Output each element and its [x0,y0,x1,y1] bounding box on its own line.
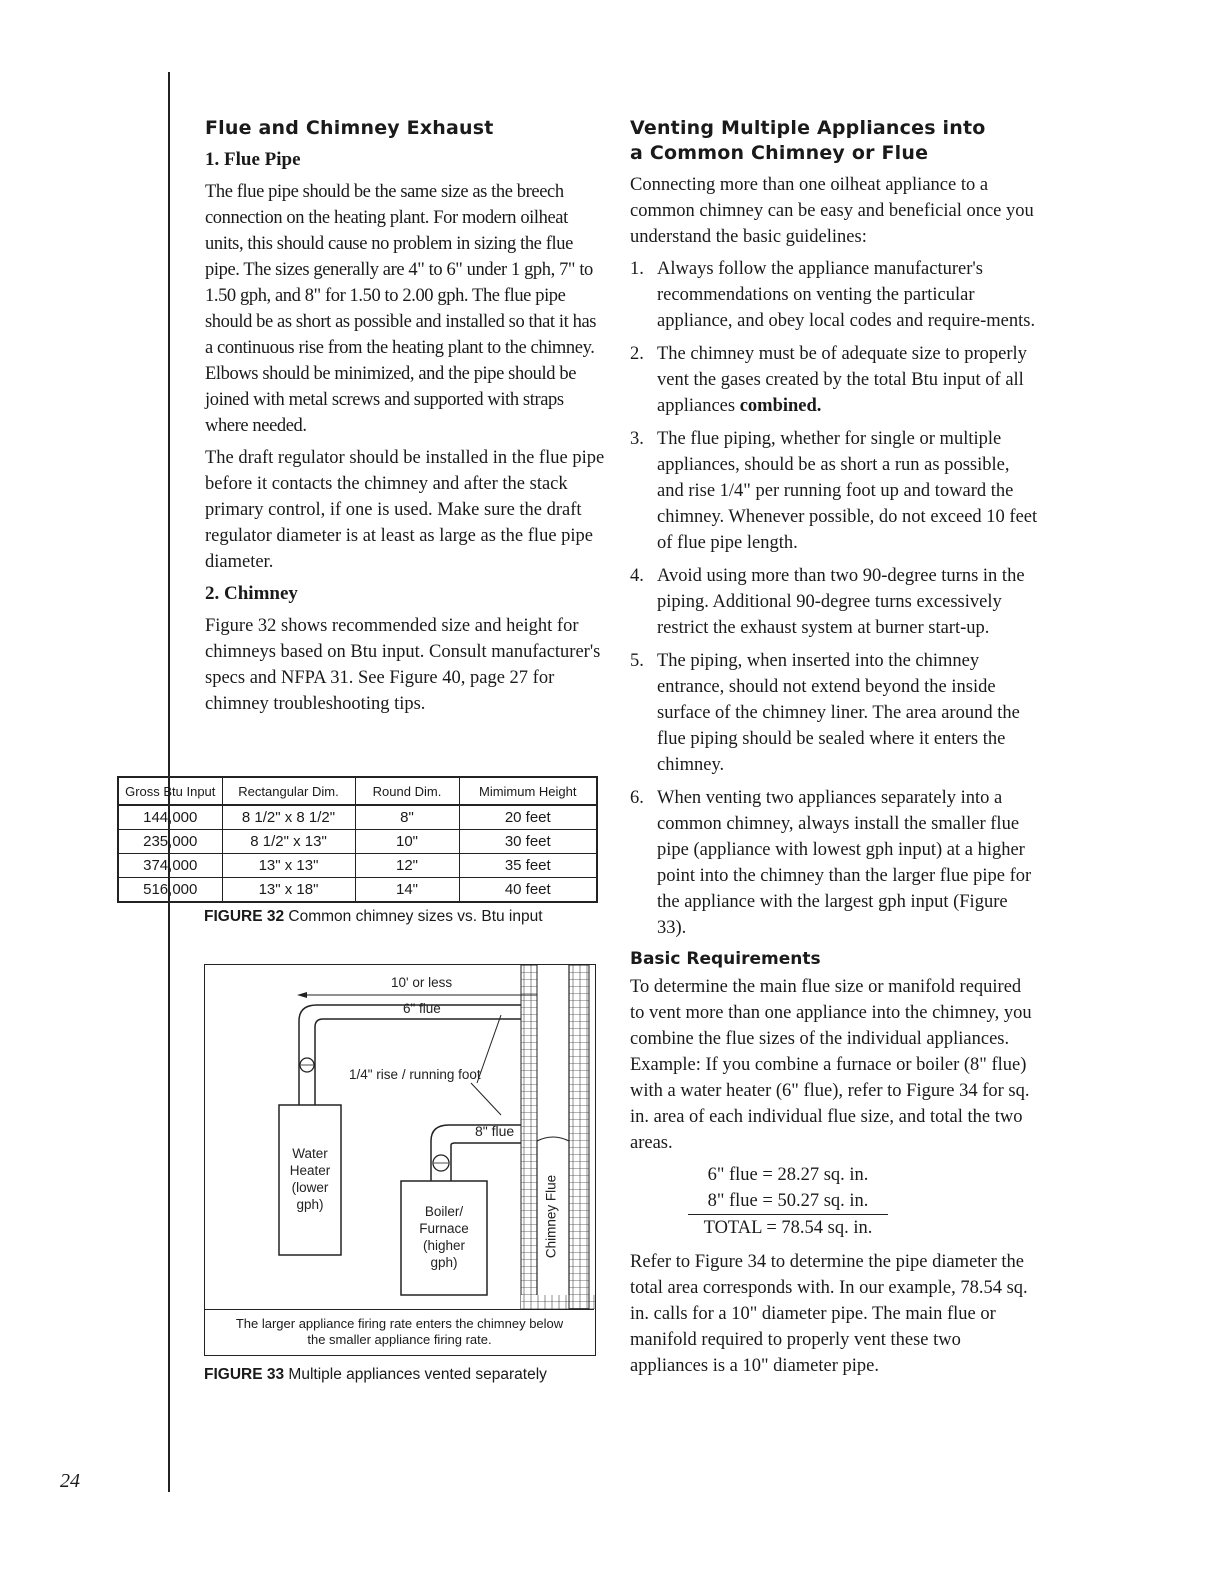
table-row [118,854,597,878]
chimney-wall-right [521,965,537,1309]
list-item [630,785,1040,941]
paragraph-intro: Connecting more than one oilheat appliance to a common chimney can be easy and beneficial once you understand the basic guidelines: [630,175,1034,247]
table-cell: 20 feet [459,805,597,830]
table-cell: 35 feet [459,854,597,878]
figure-32-text: Common chimney sizes vs. Btu input [288,908,543,925]
note-line: The larger appliance firing rate enters the chimney below [235,1316,564,1331]
label-rise-per-foot: 1/4" rise / running foot [349,1067,481,1082]
table-cell: 144,000 [118,805,222,830]
column-header: Mimimum Height [459,777,597,805]
label-ten-feet: 10' or less [391,975,453,990]
section-title-flue: Flue and Chimney Exhaust [205,117,494,139]
list-text: The piping, when inserted into the chimney entrance, should not extend beyond the inside surface of the chimney liner. The area around the flue piping should be sealed where it enters the chimney. [657,651,1020,775]
column-header: Rectangular Dim. [222,777,355,805]
label-water-heater [279,1145,341,1213]
list-number: 1. [630,259,644,279]
table-cell: 8" [355,805,459,830]
list-text: Avoid using more than two 90-degree turns in the piping. Additional 90-degree turns excessively restrict the exhaust system at burner start-up. [657,566,1025,638]
area-calculation [688,1162,888,1241]
list-number: 4. [630,566,644,586]
subheading-basic-requirements: Basic Requirements [630,949,821,969]
list-number: 6. [630,788,644,808]
table-cell: 235,000 [118,830,222,854]
water-heater-line: gph) [296,1197,324,1212]
list-number: 3. [630,429,644,449]
water-heater-line: Water [292,1146,328,1161]
list-item [630,563,1040,641]
table-header-row [118,777,597,805]
figure-32-label: FIGURE 32 [204,908,285,925]
table-cell: 13" x 18" [222,878,355,903]
column-header: Gross Btu Input [118,777,222,805]
right-column [630,116,1040,1385]
calc-line: 8" flue = 50.27 sq. in. [688,1188,888,1215]
water-heater-line: Heater [289,1163,331,1178]
table-cell: 8 1/2" x 8 1/2" [222,805,355,830]
list-item [630,426,1040,556]
guideline-list [630,256,1040,941]
figure-33-diagram [204,964,596,1356]
list-text: When venting two appliances separately into a common chimney, always install the smaller flue pipe (appliance with lowest gph input) at a higher point into the chimney than the larger flue pipe for the appliance with the largest gph input (Figure 33). [657,788,1032,938]
title-line: a Common Chimney or Flue [630,142,929,164]
left-column [205,116,605,723]
venting-diagram [205,965,597,1357]
table-cell: 14" [355,878,459,903]
paragraph-chimney: Figure 32 shows recommended size and height for chimneys based on Btu input. Consult manufacturer's specs and NFPA 31. See Figure 40, page 27 for chimney troubleshooting tips. [205,616,601,714]
table-cell: 374,000 [118,854,222,878]
label-boiler-furnace [401,1203,487,1271]
boiler-line: Furnace [419,1221,469,1236]
title-line: Venting Multiple Appliances into [630,117,986,139]
chimney-wall-outer [569,965,589,1309]
subheading-chimney: 2. Chimney [205,583,298,604]
boiler-line: (higher [422,1238,466,1253]
list-bold-word: combined. [739,396,822,416]
list-number: 2. [630,344,644,364]
list-item [630,256,1040,334]
table-row [118,805,597,830]
table-cell: 30 feet [459,830,597,854]
figure-33-label: FIGURE 33 [204,1366,285,1383]
table-cell: 40 feet [459,878,597,903]
paragraph-draft-regulator: The draft regulator should be installed in the flue pipe before it contacts the chimney and after the stack primary control, if one is used. Make sure the draft regulator diameter is at least as large as the flue pipe diameter. [205,448,605,572]
list-item [630,341,1040,419]
list-text: The chimney must be of adequate size to properly vent the gases created by the total Btu input of all appliances [657,344,1027,416]
subheading-flue-pipe: 1. Flue Pipe [205,149,301,170]
table-row [118,830,597,854]
note-line: the smaller appliance firing rate. [307,1332,492,1347]
table-cell: 8 1/2" x 13" [222,830,355,854]
paragraph-basic-requirements: To determine the main flue size or manifold required to vent more than one appliance into the chimney, you combine the flue sizes of the individual appliances. Example: If you combine a furnace or boiler (8" flue) with a water heater (6" flue), refer to Figure 34 for sq. in. area of each individual flue size, and total the two areas. [630,977,1032,1153]
section-title-venting [630,116,1040,166]
calc-total: TOTAL = 78.54 sq. in. [703,1218,873,1238]
list-item [630,648,1040,778]
paragraph-flue-pipe: The flue pipe should be the same size as the breech connection on the heating plant. For modern oilheat units, this should cause no problem in sizing the flue pipe. The sizes generally are 4" to 6" under 1 gph, 7" to 1.50 gph, and 8" for 1.50 to 2.00 gph. The flue pipe should be as short as possible and installed so that it has a continuous rise from the heating plant to the chimney. Elbows should be minimized, and the pipe should be joined with metal screws and supported with straps where needed. [205,182,597,436]
figure-33-caption [204,1366,547,1384]
page-number: 24 [60,1470,80,1492]
table-cell: 516,000 [118,878,222,903]
label-eight-inch-flue: 8" flue [475,1123,515,1139]
table-cell: 13" x 13" [222,854,355,878]
list-text: The flue piping, whether for single or multiple appliances, should be as short a run as possible, and rise 1/4" per running foot up and toward the chimney. Whenever possible, do not exceed 10 feet of flue pipe length. [657,429,1038,553]
table-cell: 10" [355,830,459,854]
table-row [118,878,597,903]
label-chimney-flue: Chimney Flue [543,1174,559,1259]
list-number: 5. [630,651,644,671]
column-header: Round Dim. [355,777,459,805]
calc-line: 6" flue = 28.27 sq. in. [707,1165,869,1185]
label-six-inch-flue: 6" flue [403,1001,441,1016]
figure-33-note [205,1309,594,1348]
chimney-size-table [117,776,598,903]
figure-32-caption [204,908,543,926]
six-inch-flue-pipe [299,1005,521,1105]
boiler-line: Boiler/ [424,1204,464,1219]
table-cell: 12" [355,854,459,878]
list-text: Always follow the appliance manufacturer's recommendations on venting the particular appliance, and obey local codes and require-ments. [657,259,1036,331]
boiler-line: gph) [430,1255,458,1270]
figure-33-text: Multiple appliances vented separately [288,1366,547,1383]
paragraph-conclusion: Refer to Figure 34 to determine the pipe diameter the total area corresponds with. In our example, 78.54 sq. in. calls for a 10" diameter pipe. The main flue or manifold required to properly vent these two appliances is a 10" diameter pipe. [630,1252,1028,1376]
water-heater-line: (lower [291,1180,329,1195]
